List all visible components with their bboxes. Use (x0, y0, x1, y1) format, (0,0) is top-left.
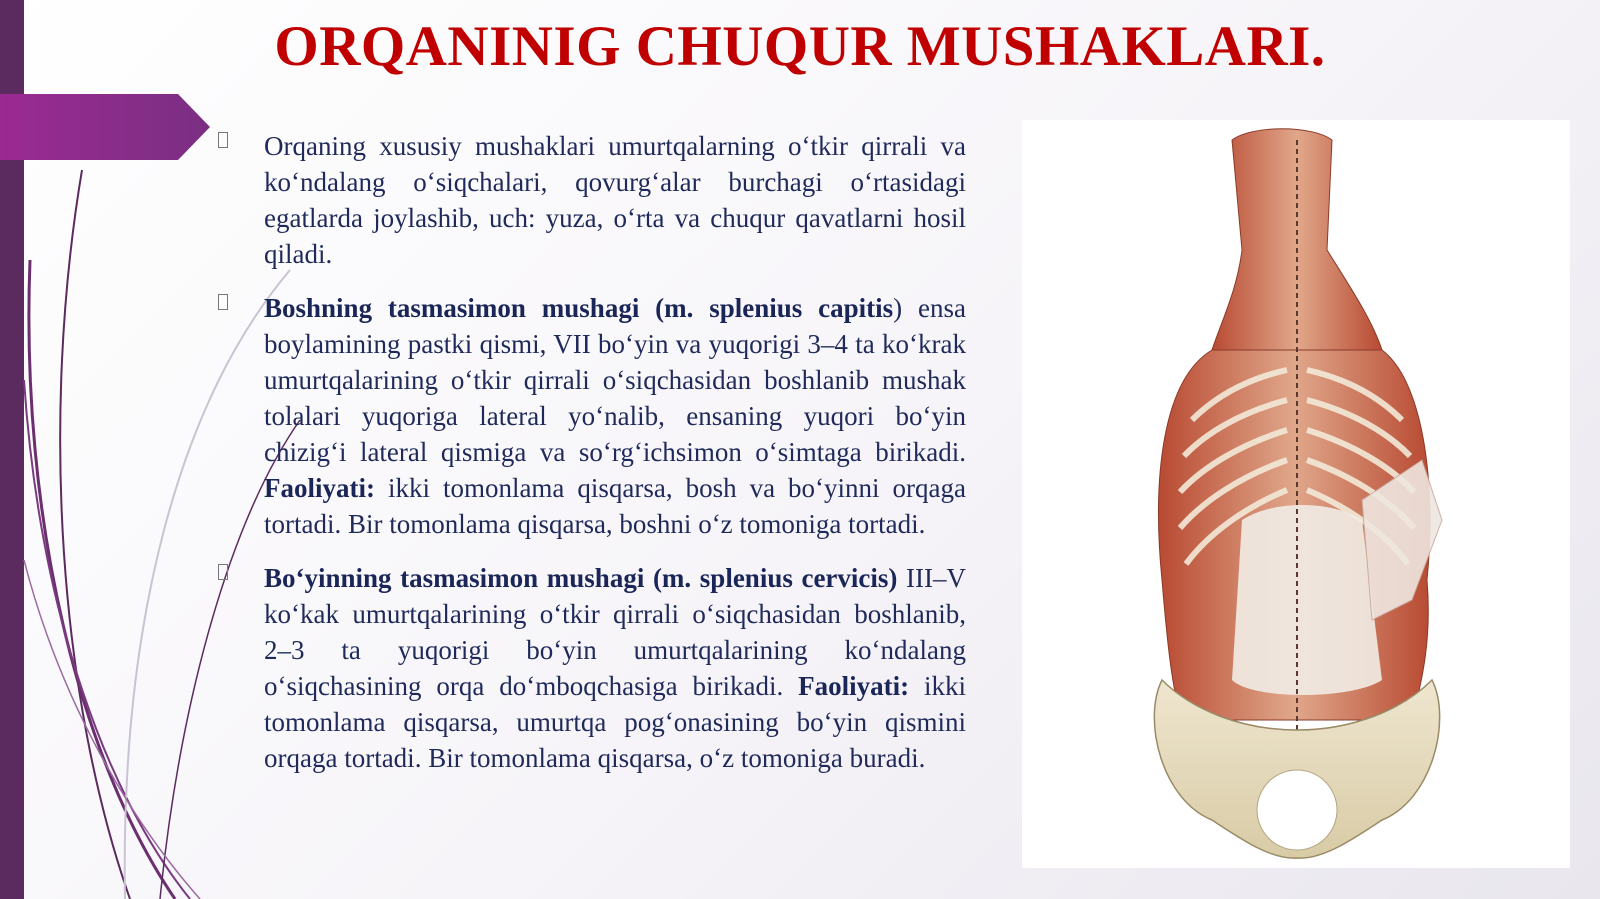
function-label: Faoliyati: (264, 473, 375, 503)
paragraph-segment: ikki tomonlama qisqarsa, bosh va bo‘yinni orqaga tortadi. Bir tomonlama qisqarsa, boshni o‘z tomoniga tortadi. (264, 473, 966, 539)
anatomy-illustration (1022, 120, 1570, 868)
term-heading: Boshning tasmasimon mushagi (m. splenius capitis (264, 293, 894, 323)
list-item (218, 128, 966, 272)
function-label: Faoliyati: (798, 671, 910, 701)
paragraph-segment: ikki tomonlama qisqarsa, umurtqa pog‘onasining bo‘yin qismini orqaga tortadi. Bir tomonlama qisqarsa, o‘z tomoniga buradi. (264, 671, 966, 773)
list-item (218, 560, 966, 776)
back-muscles-illustration (1022, 120, 1570, 868)
term-heading: Bo‘yinning tasmasimon mushagi (m. splenius cervicis) (264, 563, 898, 593)
bullet-icon (218, 132, 228, 148)
paragraph-text (264, 290, 966, 542)
list-item (218, 290, 966, 542)
bullet-icon (218, 564, 228, 580)
paragraph-text (264, 560, 966, 776)
slide-title: ORQANINIG CHUQUR MUSHAKLARI. (274, 15, 1326, 78)
paragraph-text (264, 128, 966, 272)
paragraph-segment: ) ensa boylamining pastki qismi, VII bo‘yin va yuqorigi 3–4 ta ko‘krak umurtqalarining o‘tkir qirrali o‘siqchasidan boshlanib mushak tolalari yuqoriga lateral yo‘nalib, ensaning yuqori bo‘yin chizig‘i lateral qismiga va so‘rg‘ichsimon o‘simtaga birikadi. (264, 293, 966, 467)
content-list (218, 128, 966, 794)
paragraph-segment: Orqaning xususiy mushaklari umurtqalarning o‘tkir qirrali va ko‘ndalang o‘siqchalari, qovurg‘alar burchagi o‘rtasidagi egatlarda joylashib, uch: yuza, o‘rta va chuqur qavatlarni hosil qiladi. (264, 131, 966, 269)
paragraph-segment: III–V ko‘kak umurtqalarining o‘tkir qirrali o‘siqchasidan boshlanib, 2–3 ta yuqorigi bo‘yin umurtqalarining ko‘ndalang o‘siqchasining orqa do‘mboqchasiga birikadi. (264, 563, 966, 701)
bullet-icon (218, 294, 228, 310)
